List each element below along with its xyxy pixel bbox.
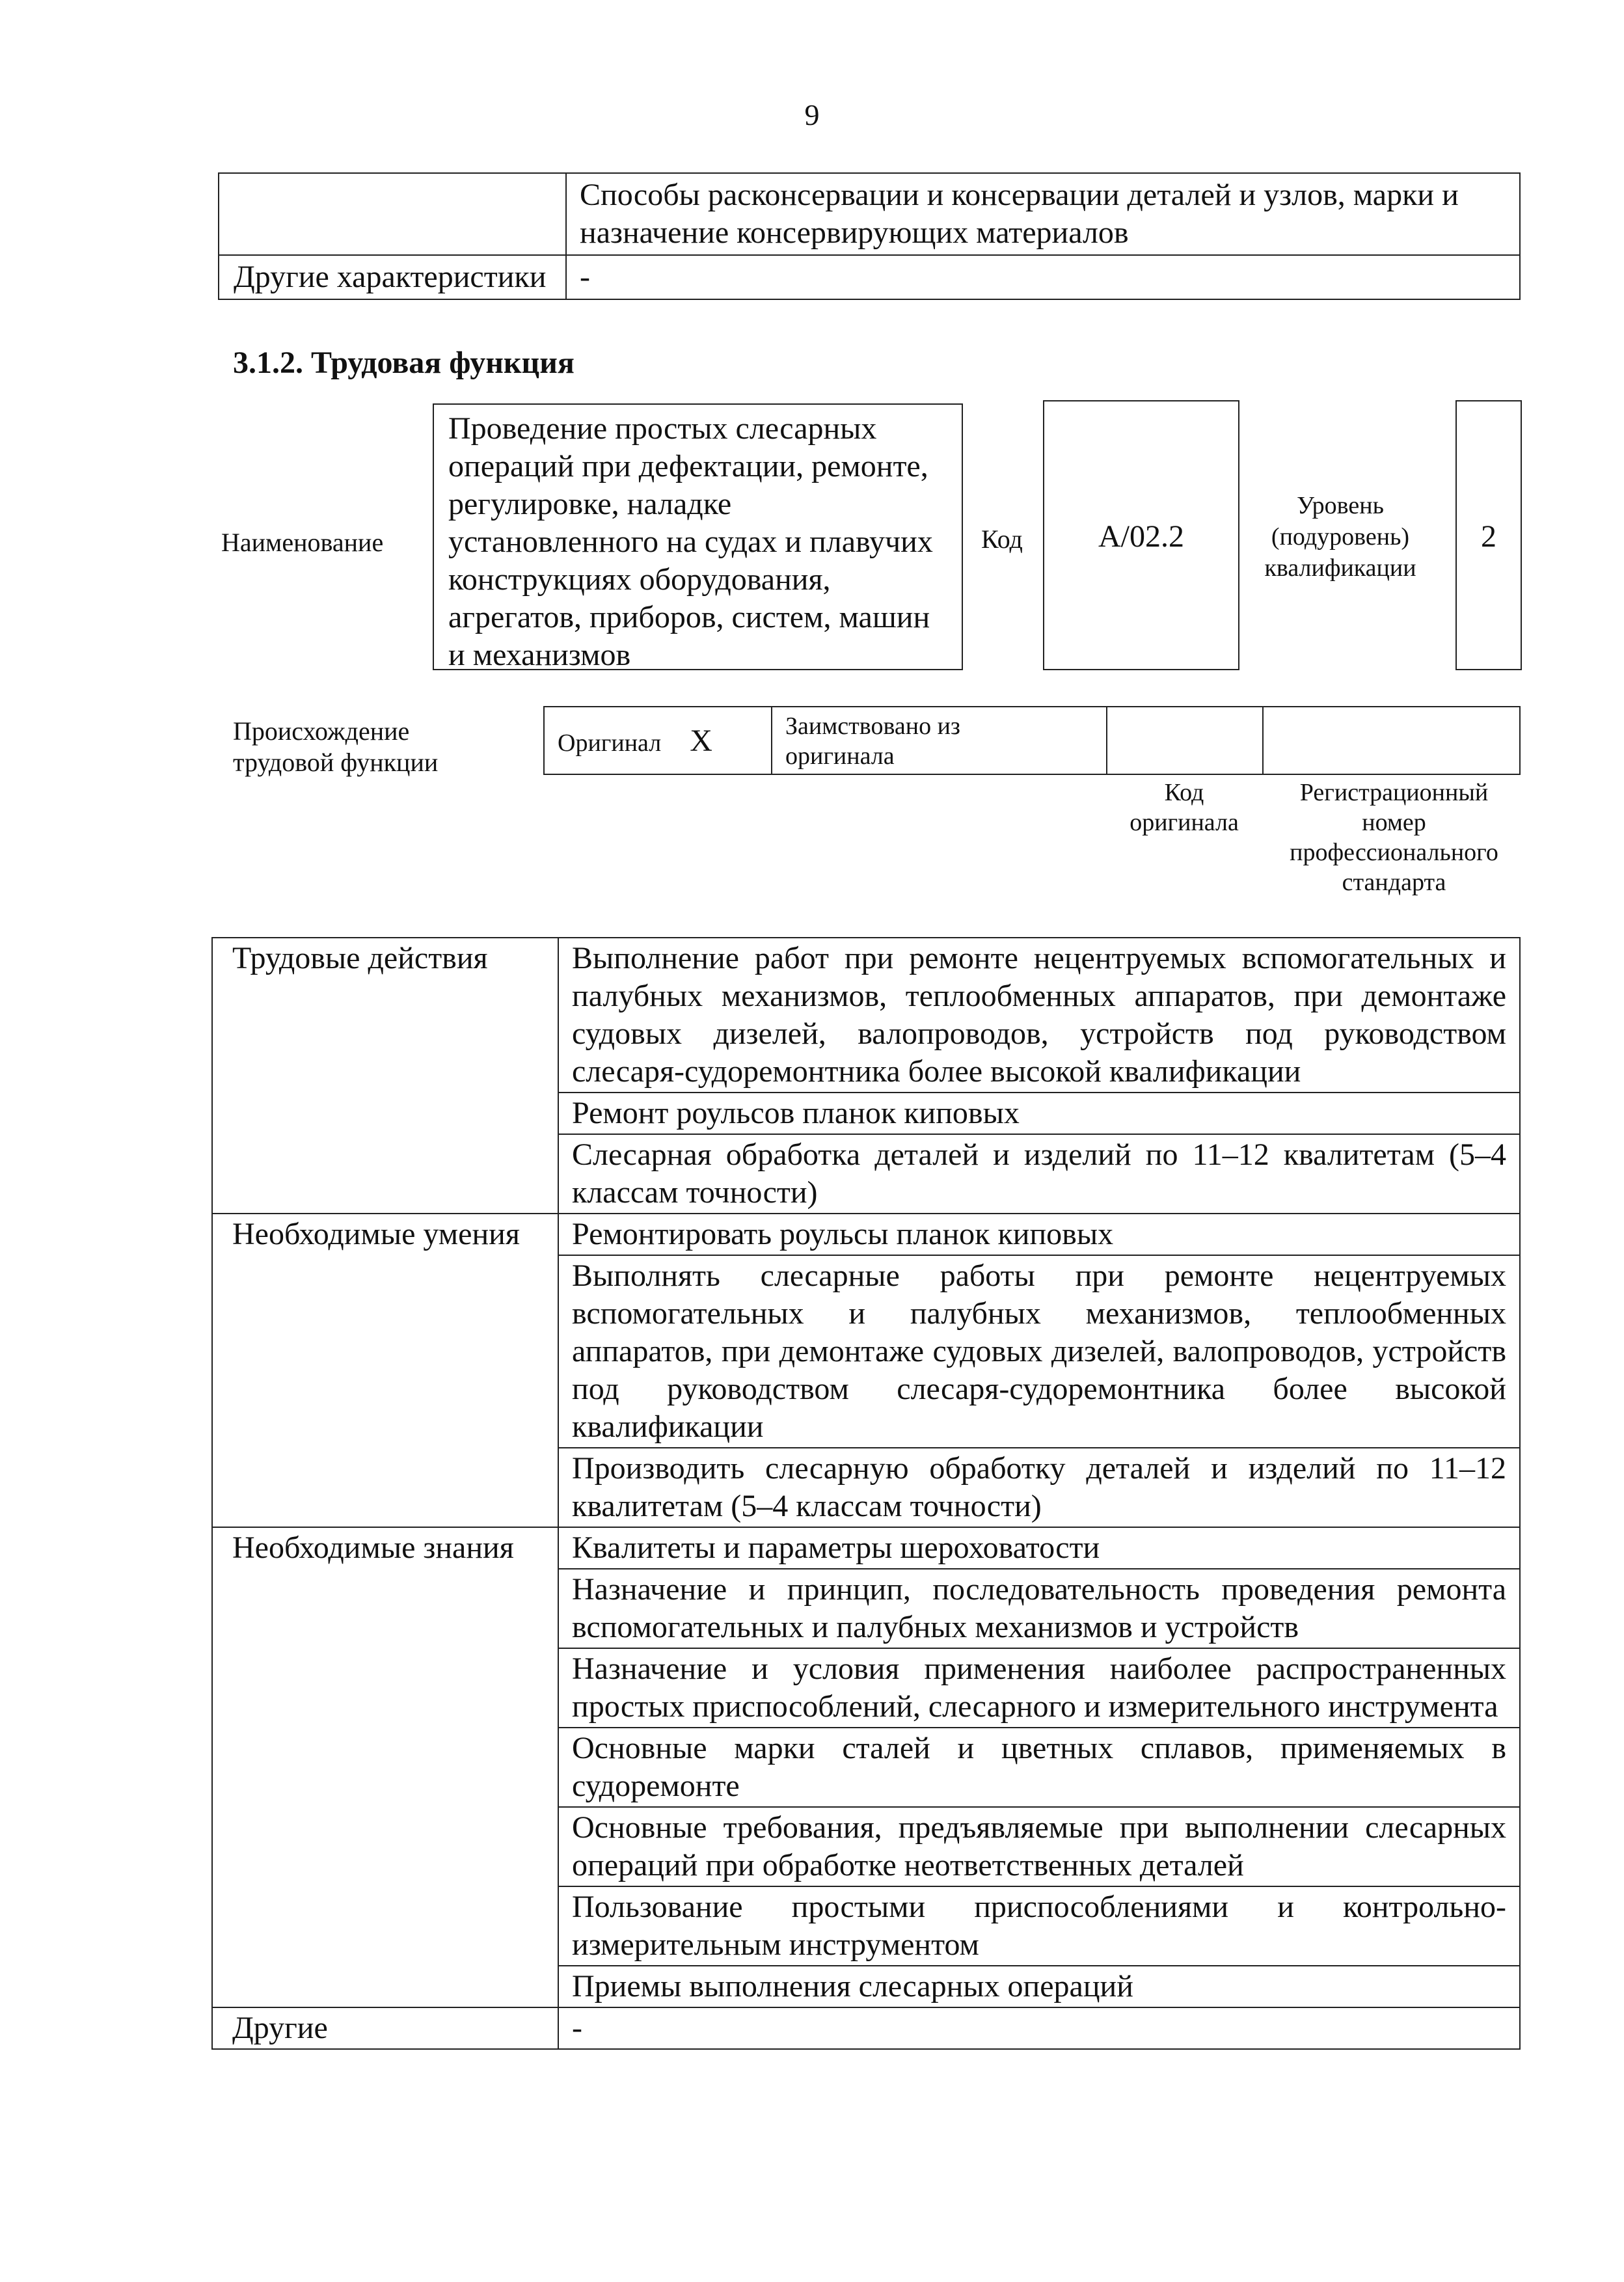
function-details-table [211,937,1521,2050]
level-value-box: 2 [1455,400,1522,670]
labor-action-item: Ремонт роульсов планок киповых [558,1093,1520,1134]
code-caption-text: Код оригинала [1130,779,1239,836]
row-label [219,173,566,255]
other-value: - [558,2007,1520,2049]
origin-label-text: Происхождение трудовой функции [233,716,439,777]
borrowed-label: Заимствовано из оригинала [785,713,960,770]
row-value: Способы расконсервации и консервации деталей и узлов, марки и назначение консервирующих материалов [566,173,1520,255]
original-label: Оригинал [558,729,662,757]
knowledge-item: Квалитеты и параметры шероховатости [558,1527,1520,1569]
knowledge-item: Основные требования, предъявляемые при выполнении слесарных операций при обработке неответственных деталей [558,1807,1520,1886]
knowledge-label: Необходимые знания [212,1527,558,2007]
origin-label [233,716,454,778]
skill-item: Ремонтировать роульсы планок киповых [558,1214,1520,1255]
other-label: Другие [212,2007,558,2049]
table-row [544,707,1520,774]
level-label: Уровень (подуровень) квалификации [1264,492,1416,582]
table-row [219,255,1520,299]
origin-table [543,706,1521,775]
row-label-other-characteristics: Другие характеристики [219,255,566,299]
code-label: Код [981,524,1023,554]
row-value: - [566,255,1520,299]
skill-item: Производить слесарную обработку деталей и изделий по 11–12 квалитетам (5–4 классам точности) [558,1448,1520,1527]
code-value-box: A/02.2 [1043,400,1239,670]
knowledge-item: Пользование простыми приспособлениями и контрольно-измерительным инструментом [558,1886,1520,1966]
table-row [212,2007,1520,2049]
page-number: 9 [804,98,820,131]
knowledge-item: Назначение и принцип, последовательность проведения ремонта вспомогательных и палубных механизмов и устройств [558,1569,1520,1648]
knowledge-item: Основные марки сталей и цветных сплавов, применяемых в судоремонте [558,1728,1520,1807]
skill-item: Выполнять слесарные работы при ремонте нецентруемых вспомогательных и палубных механизмов, теплообменных аппаратов, при демонтаже судовых дизелей, валопроводов, устройств под руководством слесаря-судоремонтника более высокой квалификации [558,1255,1520,1448]
table-row [219,173,1520,255]
knowledge-item: Приемы выполнения слесарных операций [558,1966,1520,2007]
registration-number-cell [1263,707,1520,774]
labor-action-item: Слесарная обработка деталей и изделий по 11–12 квалитетам (5–4 классам точности) [558,1134,1520,1214]
labor-action-item: Выполнение работ при ремонте нецентруемых вспомогательных и палубных механизмов, теплообменных аппаратов, при демонтаже судовых дизелей, валопроводов, устройств под руководством слесаря-судоремонтника более высокой квалификации [558,938,1520,1093]
table-row [212,1214,1520,1255]
function-name-box: Проведение простых слесарных операций при дефектации, ремонте, регулировке, наладке установленного на судах и плавучих конструкциях оборудования, агрегатов, приборов, систем, машин и механизмов [433,403,963,670]
code-caption [1106,778,1262,837]
labor-actions-label: Трудовые действия [212,938,558,1214]
borrowed-cell [772,707,1107,774]
table-row [212,938,1520,1093]
original-mark: X [690,723,712,758]
knowledge-item: Назначение и условия применения наиболее распространенных простых приспособлений, слесарного и измерительного инструмента [558,1648,1520,1728]
original-code-cell [1107,707,1263,774]
skills-label: Необходимые умения [212,1214,558,1527]
registration-caption-text: Регистрационный номер профессионального стандарта [1290,779,1498,896]
registration-caption [1265,778,1522,897]
name-label: Наименование [221,528,384,557]
section-title: 3.1.2. Трудовая функция [233,346,575,380]
table-row [212,1527,1520,1569]
original-cell [544,707,772,774]
continuation-table [218,172,1521,300]
